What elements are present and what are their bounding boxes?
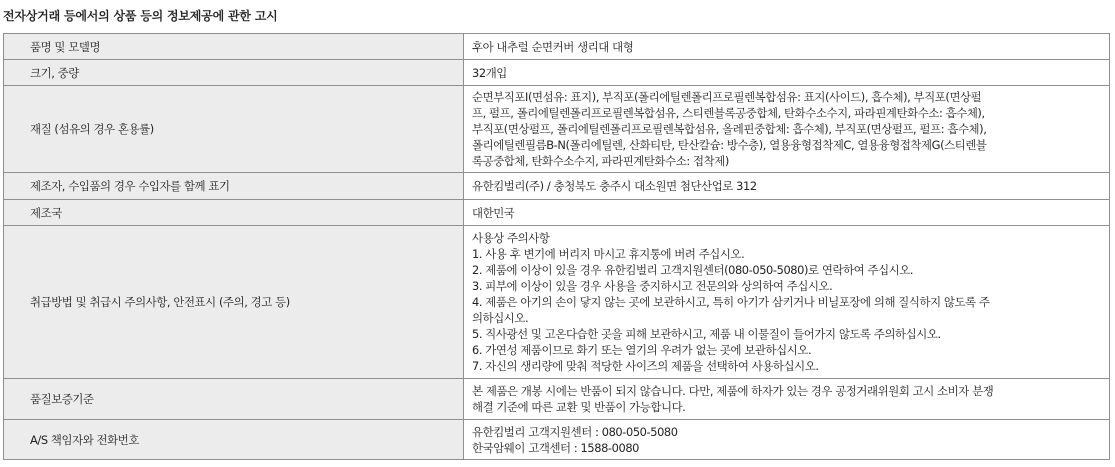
table-row: [4, 34, 1110, 60]
value-line: 4. 제품은 아기의 손이 닿지 않는 곳에 보관하시고, 특히 아기가 삼키거나 비닐포장에 의해 질식하지 않도록 주: [472, 295, 990, 309]
table-row: [4, 200, 1110, 226]
row-label: A/S 책임자와 전화번호: [4, 420, 464, 460]
row-label: 품명 및 모델명: [4, 34, 464, 60]
row-value: [464, 200, 1110, 226]
value-line: 32개입: [472, 65, 507, 80]
value-line: 본 제품은 개봉 시에는 반품이 되지 않습니다. 다만, 제품에 하자가 있는 경우 공정거래위원회 고시 소비자 분쟁: [472, 384, 994, 398]
row-value: [464, 226, 1110, 379]
table-row: [4, 379, 1110, 420]
value-line: 의하십시오.: [472, 311, 529, 325]
value-line: 부직포(면상펄프, 폴리에틸렌폴리프로필렌복합섬유, 올레핀중합체: 흡수체), 부직포(면상펄프, 펄프: 흡수체),: [472, 122, 987, 136]
value-line: 대한민국: [472, 205, 515, 220]
value-line: 7. 자신의 생리량에 맞춰 적당한 사이즈의 제품을 선택하여 사용하십시오.: [472, 359, 819, 373]
table-row: [4, 420, 1110, 460]
value-line: 프, 펄프, 폴리에틸렌폴리프로필렌복합섬유, 스티렌블록공중합체, 탄화수소수지, 파라핀계탄화수소: 흡수체),: [472, 106, 985, 120]
row-value: [464, 34, 1110, 60]
row-value: [464, 420, 1110, 460]
value-line: 사용상 주의사항: [472, 231, 550, 245]
row-label: 재질 (섬유의 경우 혼용률): [4, 86, 464, 173]
table-row: [4, 173, 1110, 200]
row-value: [464, 173, 1110, 200]
row-label: 제조자, 수입품의 경우 수입자를 함께 표기: [4, 173, 464, 200]
row-label: 품질보증기준: [4, 379, 464, 420]
table-row: [4, 226, 1110, 379]
value-line: 후아 내추럴 순면커버 생리대 대형: [472, 39, 634, 54]
row-label: 크기, 중량: [4, 60, 464, 86]
table-row: [4, 60, 1110, 86]
value-line: 2. 제품에 이상이 있을 경우 유한킴벌리 고객지원센터(080-050-5080)로 연락하여 주십시오.: [472, 263, 914, 277]
value-line: 6. 가연성 제품이므로 화기 또는 열기의 우려가 없는 곳에 보관하십시오.: [472, 343, 812, 357]
value-line: 5. 직사광선 및 고온다습한 곳을 피해 보관하시고, 제품 내 이물질이 들어가지 않도록 주의하십시오.: [472, 327, 941, 341]
value-line: 순면부직포I(면섬유: 표지), 부직포(폴리에틸렌폴리프로필렌복합섬유: 표지(사이드), 흡수체), 부직포(면상펄: [472, 90, 982, 104]
product-info-table: [3, 33, 1110, 460]
row-label: 제조국: [4, 200, 464, 226]
row-value: [464, 379, 1110, 420]
value-line: 한국암웨이 고객센터 : 1588-0080: [472, 440, 640, 455]
table-row: [4, 86, 1110, 173]
row-value: [464, 86, 1110, 173]
value-line: 유한킴벌리(주) / 충청북도 충주시 대소원면 첨단산업로 312: [472, 179, 757, 193]
value-line: 3. 피부에 이상이 있을 경우 사용을 중지하시고 전문의와 상의하여 주십시오.: [472, 279, 833, 293]
row-value: [464, 60, 1110, 86]
value-line: 1. 사용 후 변기에 버리지 마시고 휴지통에 버려 주십시오.: [472, 247, 745, 261]
row-label: 취급방법 및 취급시 주의사항, 안전표시 (주의, 경고 등): [4, 226, 464, 379]
value-line: 해결 기준에 따른 교환 및 반품이 가능합니다.: [472, 400, 686, 414]
value-line: 유한킴벌리 고객지원센터 : 080-050-5080: [472, 424, 678, 439]
value-line: 폴리에틸렌필름B-N(폴리에틸렌, 산화티탄, 탄산칼슘: 방수층), 열용융형접착제C, 열용융형접착제G(스티렌블: [472, 138, 987, 152]
page-title: 전자상거래 등에서의 상품 등의 정보제공에 관한 고시: [3, 9, 278, 23]
value-line: 록공중합체, 탄화수소수지, 파라핀계탄화수소: 접착제): [472, 154, 729, 168]
